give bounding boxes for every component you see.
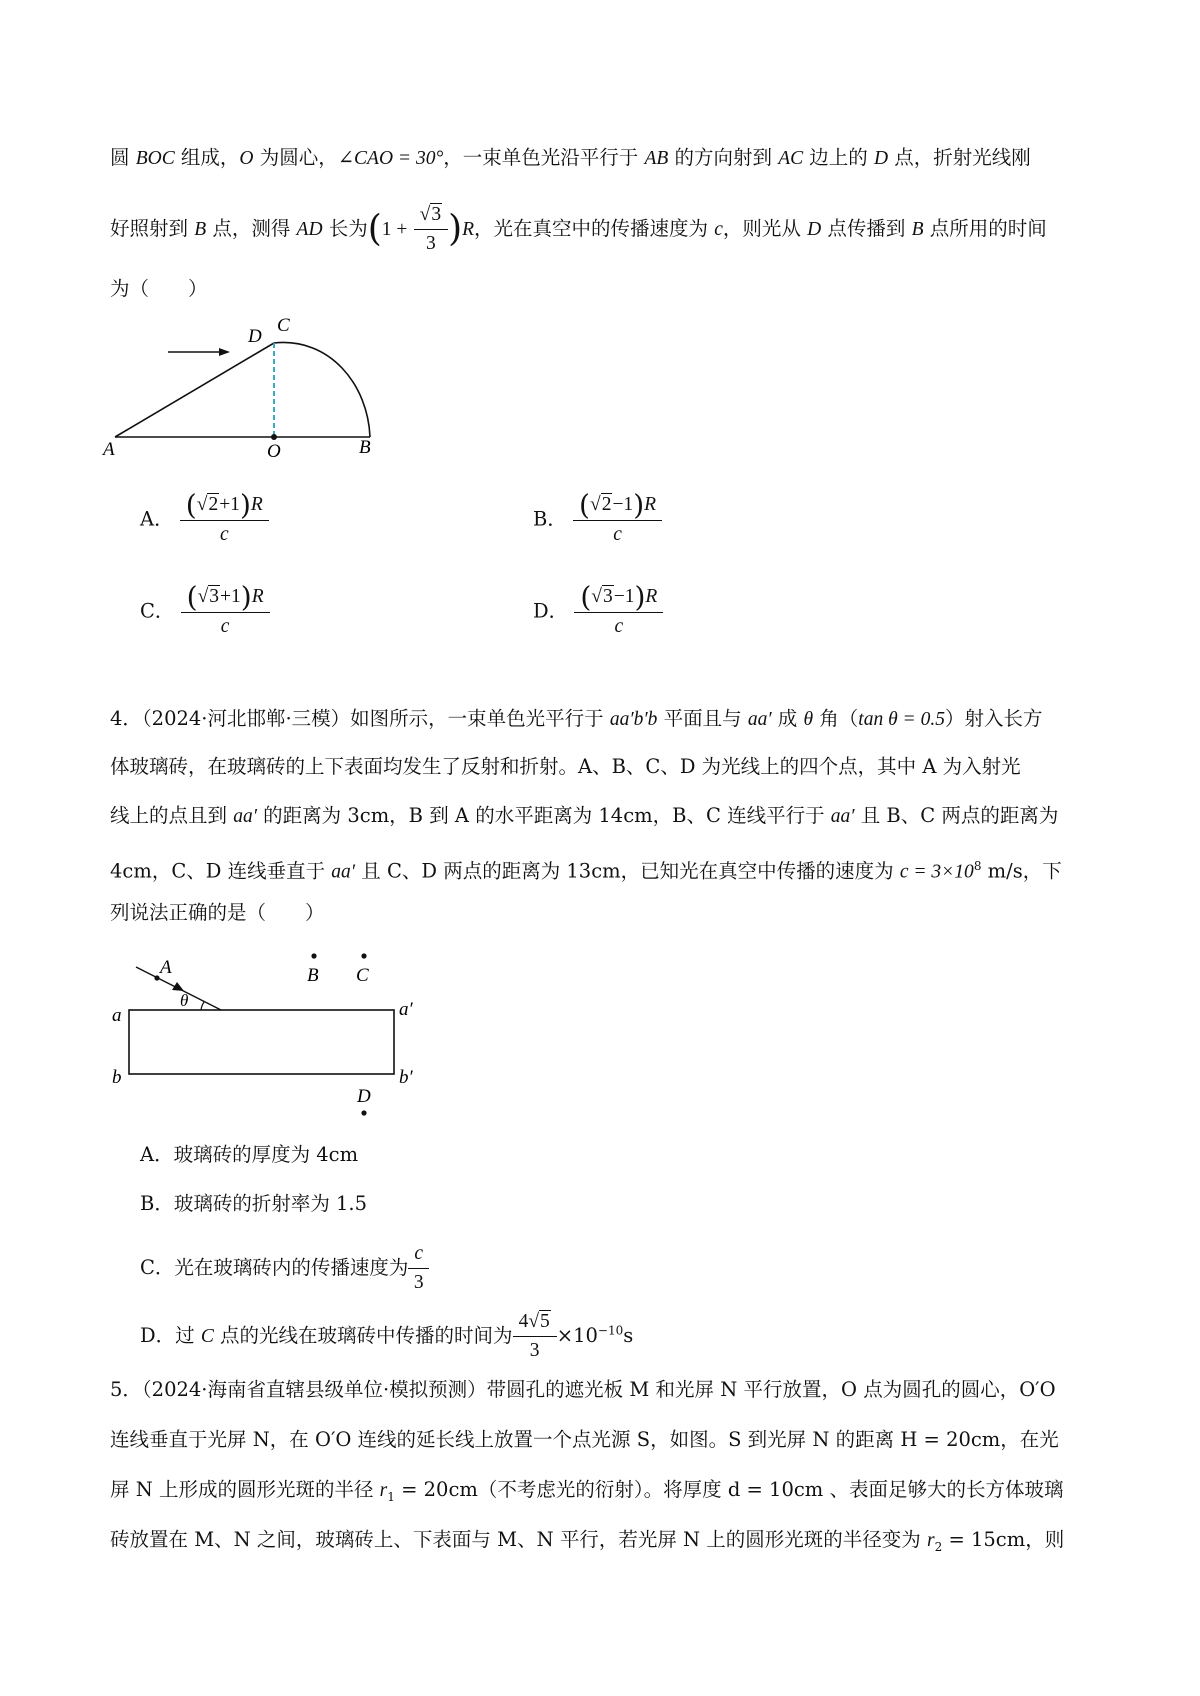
q4-label-a: A: [160, 957, 172, 978]
q4-option-b[interactable]: B．玻璃砖的折射率为 1.5: [140, 1192, 368, 1215]
q4-label-a-right: a′: [399, 999, 413, 1020]
q3-arc-boc: [274, 342, 370, 437]
q3-option-a[interactable]: A． $\frac{(√2+1)R}{c}$: [140, 493, 269, 547]
q3-ray-arrow: [219, 348, 230, 356]
q4-glass-brick: [129, 1010, 394, 1074]
q3-option-d[interactable]: D． $\frac{(√3-1)R}{c}$: [533, 585, 663, 639]
q5-line-3: 屏 N 上形成的圆形光斑的半径 $r_1 = 20cm$（不考虑光的衍射）。将厚度 d = 10cm 、表面足够大的长方体玻璃: [110, 1478, 1064, 1504]
q5-line-1: 5．（2024·海南省直辖县级单位·模拟预测）带圆孔的遮光板 M 和光屏 N 平行放置，O 点为圆孔的圆心，O′O: [110, 1378, 1056, 1401]
q4-point-a: [154, 975, 159, 980]
q3-point-o: [271, 434, 277, 440]
q4-label-c: C: [356, 965, 369, 986]
q4-line-5: 列说法正确的是（ ）: [110, 901, 325, 924]
q4-line-2: 体玻璃砖，在玻璃砖的上下表面均发生了反射和折射。A、B、C、D 为光线上的四个点，其中 A 为入射光: [110, 755, 1021, 778]
q4-line-3: 线上的点且到 aa′ 的距离为 3cm，B 到 A 的水平距离为 14cm，B、C 连线平行于 aa′ 且 B、C 两点的距离为: [110, 804, 1059, 827]
q3-figure: [100, 305, 420, 465]
q4-option-a[interactable]: A．玻璃砖的厚度为 4cm: [140, 1143, 359, 1166]
q4-point-b: [311, 953, 316, 958]
q3-label-a: A: [103, 439, 115, 460]
q4-angle-arc: [201, 1002, 204, 1010]
q4-option-c[interactable]: C．光在玻璃砖内的传播速度为 $\frac{c}{3}$: [140, 1242, 429, 1295]
q3-label-c: C: [277, 315, 290, 336]
q4-option-d[interactable]: D．过 C 点的光线在玻璃砖中传播的时间为 $\frac{4√5}{3}$ $\times 10^{-10}s$: [140, 1311, 634, 1361]
q4-point-c: [361, 953, 366, 958]
q4-label-d: D: [357, 1086, 371, 1107]
q4-figure: [100, 945, 420, 1125]
q3-line-2: 好照射到 B 点，测得 AD 长为(1 + $\frac{√3}{3}$ )R，光在真空中的传播速度为 c，则光从 D 点传播到 B 点所用的时间: [110, 204, 1047, 254]
q4-label-a-left: a: [112, 1005, 122, 1026]
q4-line-1: 4．（2024·河北邯郸·三模）如图所示，一束单色光平行于 aa′b′b 平面且与 aa′ 成 θ 角（tan θ = 0.5）射入长方: [110, 707, 1043, 730]
q3-fraction-sqrt3-over-3: $\frac{√3}{3}$: [414, 203, 448, 256]
q3-label-d: D: [248, 326, 262, 347]
q4-label-b-left: b: [112, 1067, 122, 1088]
q4-label-b: B: [307, 965, 319, 986]
q4-line-4: 4cm，C、D 连线垂直于 aa′ 且 C、D 两点的距离为 13cm，已知光在真空中传播的速度为 $c = 3\times 10^8$ m/s，下: [110, 859, 1062, 883]
q3-label-o: O: [267, 441, 281, 462]
q3-line-3: 为（ ）: [110, 277, 208, 300]
q3-label-b: B: [359, 437, 371, 458]
q4-label-b-right: b′: [399, 1067, 413, 1088]
q3-option-b[interactable]: B． $\frac{(√2-1)R}{c}$: [533, 493, 662, 547]
q3-option-c[interactable]: C． $\frac{(√3+1)R}{c}$: [140, 585, 270, 639]
q4-label-theta: θ: [180, 991, 189, 1010]
q3-line-1: 圆 BOC 组成，O 为圆心，∠CAO = 30°，一束单色光沿平行于 AB 的方向射到 AC 边上的 D 点，折射光线刚: [110, 146, 1031, 169]
q5-line-2: 连线垂直于光屏 N，在 O′O 连线的延长线上放置一个点光源 S，如图。S 到光屏 N 的距离 H = 20cm，在光: [110, 1428, 1059, 1451]
q3-segment-ac: [115, 343, 274, 437]
q4-point-d: [361, 1110, 366, 1115]
q5-line-4: 砖放置在 M、N 之间，玻璃砖上、下表面与 M、N 平行，若光屏 N 上的圆形光斑的半径变为 $r_2 = 15cm$，则: [110, 1528, 1065, 1554]
